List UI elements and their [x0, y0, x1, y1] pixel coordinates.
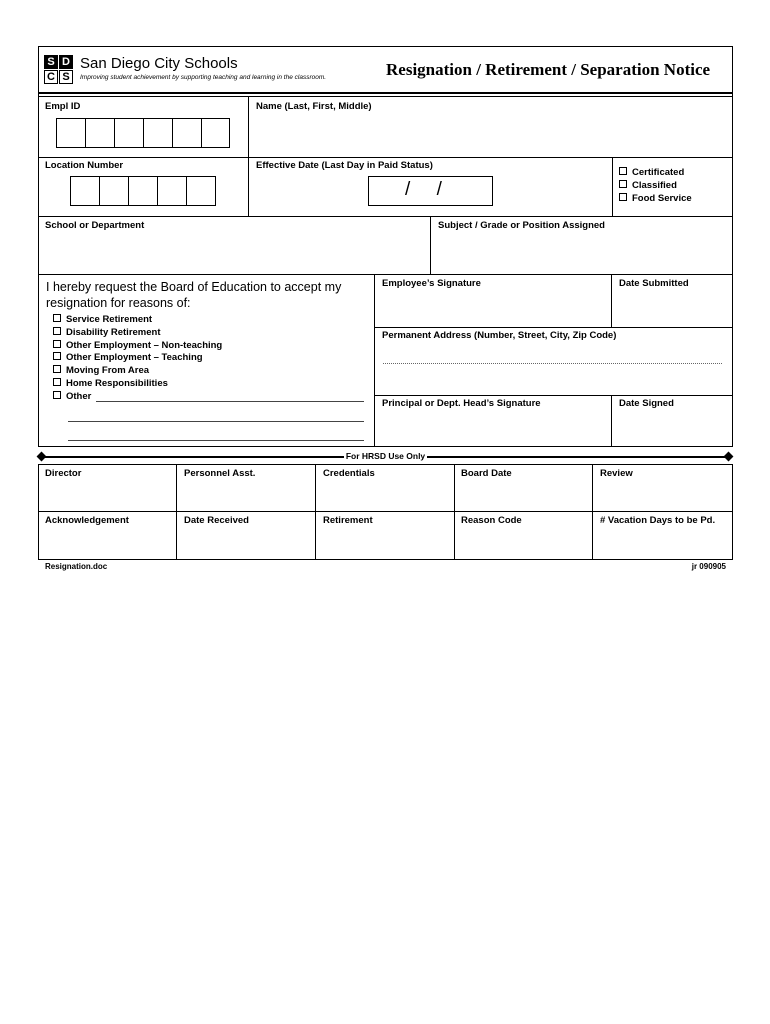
row-rule [38, 157, 733, 158]
label-school-department: School or Department [45, 220, 145, 231]
hrsd-banner-text: For HRSD Use Only [345, 451, 426, 461]
hrsd-personnel-asst: Personnel Asst. [184, 468, 256, 479]
hrsd-retirement: Retirement [323, 515, 373, 526]
empl-id-boxes[interactable] [56, 118, 230, 148]
label-date-signed: Date Signed [619, 398, 674, 409]
hrsd-reason-code: Reason Code [461, 515, 522, 526]
banner-rule-left [42, 456, 379, 458]
option-certificated[interactable] [619, 167, 684, 178]
label-name: Name (Last, First, Middle) [256, 101, 372, 112]
checkbox-icon[interactable] [53, 391, 61, 399]
org-name: San Diego City Schools [80, 55, 238, 72]
checkbox-icon[interactable] [53, 327, 61, 335]
row-rule [38, 216, 733, 217]
location-number-boxes[interactable] [70, 176, 216, 206]
reason-label: Moving From Area [66, 365, 150, 376]
header-rule [38, 92, 733, 94]
divider [611, 274, 612, 327]
checkbox-icon[interactable] [619, 167, 627, 175]
label-effective-date: Effective Date (Last Day in Paid Status) [256, 160, 433, 171]
reason-label: Service Retirement [66, 314, 153, 325]
hrsd-director: Director [45, 468, 82, 479]
label-employee-signature: Employee’s Signature [382, 278, 481, 289]
checkbox-icon[interactable] [53, 365, 61, 373]
hrsd-banner [38, 451, 733, 463]
hrsd-vacation-days: # Vacation Days to be Pd. [600, 515, 716, 526]
location-digit[interactable] [70, 176, 100, 206]
reason-service-retirement[interactable] [53, 314, 152, 325]
checkbox-icon[interactable] [619, 180, 627, 188]
other-write-line[interactable] [68, 440, 364, 441]
empl-id-digit[interactable] [85, 118, 115, 148]
hrsd-acknowledgement: Acknowledgement [45, 515, 129, 526]
empl-id-digit[interactable] [56, 118, 86, 148]
reason-other[interactable] [53, 391, 91, 402]
label-empl-id: Empl ID [45, 101, 81, 112]
hrsd-divider [176, 464, 177, 560]
hrsd-divider [454, 464, 455, 560]
logo [44, 55, 74, 85]
diamond-right-icon [724, 452, 734, 462]
divider [612, 157, 613, 217]
empl-id-digit[interactable] [172, 118, 202, 148]
label-principal-signature: Principal or Dept. Head’s Signature [382, 398, 541, 409]
label-date-submitted: Date Submitted [619, 278, 689, 289]
reason-label: Other [66, 391, 92, 402]
effective-date-box[interactable] [368, 176, 493, 206]
date-slashes: / / [405, 179, 442, 200]
hrsd-credentials: Credentials [323, 468, 375, 479]
logo-letter-s: S [44, 55, 58, 69]
reason-label: Other Employment – Teaching [66, 352, 203, 363]
reason-label: Disability Retirement [66, 327, 161, 338]
request-text-line1: I hereby request the Board of Education to accept my [46, 280, 342, 294]
hrsd-review: Review [600, 468, 633, 479]
logo-letter-d: D [59, 55, 73, 69]
reason-label: Other Employment – Non-teaching [66, 340, 223, 351]
header-rule-thin [38, 96, 733, 97]
hrsd-board-date: Board Date [461, 468, 512, 479]
label-permanent-address: Permanent Address (Number, Street, City, Zip Code) [382, 330, 617, 341]
form-title: Resignation / Retirement / Separation Notice [386, 60, 711, 79]
checkbox-icon[interactable] [619, 193, 627, 201]
other-write-line[interactable] [96, 401, 364, 402]
empl-id-digit[interactable] [201, 118, 230, 148]
location-digit[interactable] [99, 176, 129, 206]
location-digit[interactable] [186, 176, 216, 206]
option-label: Food Service [632, 193, 692, 204]
checkbox-icon[interactable] [53, 340, 61, 348]
hrsd-divider [315, 464, 316, 560]
row-rule [38, 274, 733, 275]
logo-letter-c: C [44, 70, 58, 84]
request-text-line2: resignation for reasons of: [46, 296, 191, 310]
reason-label: Home Responsibilities [66, 378, 168, 389]
location-digit[interactable] [128, 176, 158, 206]
reason-other-employment-teaching[interactable] [53, 352, 203, 363]
checkbox-icon[interactable] [53, 352, 61, 360]
hrsd-date-received: Date Received [184, 515, 249, 526]
location-digit[interactable] [157, 176, 187, 206]
option-classified[interactable] [619, 180, 677, 191]
empl-id-digit[interactable] [114, 118, 144, 148]
option-label: Certificated [632, 167, 685, 178]
row-rule [374, 327, 733, 328]
divider [374, 274, 375, 447]
reason-disability-retirement[interactable] [53, 327, 161, 338]
footer-version: jr 090905 [691, 562, 726, 571]
label-subject-grade-position: Subject / Grade or Position Assigned [438, 220, 605, 231]
address-write-line[interactable] [383, 363, 722, 364]
option-label: Classified [632, 180, 677, 191]
option-food-service[interactable] [619, 193, 692, 204]
hrsd-divider [592, 464, 593, 560]
reason-home-responsibilities[interactable] [53, 378, 168, 389]
hrsd-row-rule [38, 511, 733, 512]
banner-rule-right [427, 456, 729, 458]
other-write-line[interactable] [68, 421, 364, 422]
tagline: Improving student achievement by supporting teaching and learning in the classroom. [80, 74, 327, 81]
row-rule [374, 395, 733, 396]
divider [430, 216, 431, 274]
reason-moving-from-area[interactable] [53, 365, 149, 376]
empl-id-digit[interactable] [143, 118, 173, 148]
checkbox-icon[interactable] [53, 314, 61, 322]
divider [611, 395, 612, 447]
logo-letter-s2: S [59, 70, 73, 84]
reason-other-employment-non-teaching[interactable] [53, 340, 222, 351]
label-location-number: Location Number [45, 160, 124, 171]
footer-filename: Resignation.doc [45, 562, 108, 571]
checkbox-icon[interactable] [53, 378, 61, 386]
